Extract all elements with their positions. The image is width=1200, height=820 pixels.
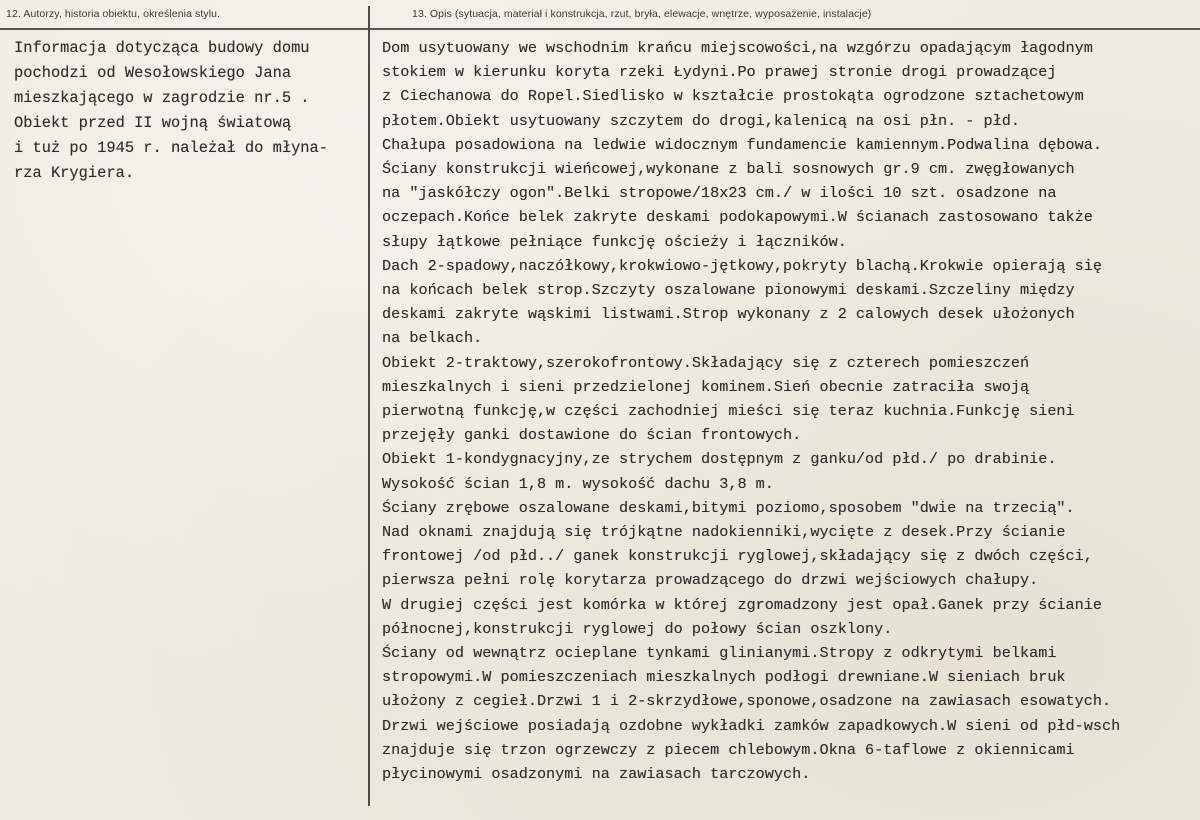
description-line: na końcach belek strop.Szczyty oszalowane pionowymi deskami.Szczeliny między (382, 281, 1075, 300)
description-line: Wysokość ścian 1,8 m. wysokość dachu 3,8 m. (382, 474, 774, 493)
description-line: północnej,konstrukcji ryglowej do połowy ścian oszklony. (382, 619, 893, 638)
description-line: Dom usytuowany we wschodnim krańcu miejscowości,na wzgórzu opadającym łagodnym (382, 39, 1093, 57)
history-line: Informacja dotycząca budowy domu (14, 39, 310, 57)
description-line: ułożony z cegieł.Drzwi 1 i 2-skrzydłowe,sponowe,osadzone na zawiasach esowatych. (382, 692, 1112, 711)
description-line: Nad oknami znajdują się trójkątne nadokienniki,wycięte z desek.Przy ścianie (382, 523, 1066, 542)
description-line: znajduje się trzon ogrzewczy z piecem chlebowym.Okna 6-taflowe z okiennicami (382, 740, 1075, 759)
description-line: oczepach.Końce belek zakryte deskami podokapowymi.W ścianach zastosowano także (382, 208, 1093, 227)
description-line: Ściany zrębowe oszalowane deskami,bitymi poziomo,sposobem "dwie na trzecią". (382, 498, 1075, 517)
description-line: Chałupa posadowiona na ledwie widocznym fundamencie kamiennym.Podwalina dębowa. (382, 135, 1103, 154)
description-line: na belkach. (382, 329, 483, 348)
description-line: Ściany konstrukcji wieńcowej,wykonane z bali sosnowych gr.9 cm. zwęgłowanych (382, 160, 1075, 179)
section-12-header: 12. Autorzy, historia obiektu, określenia stylu. (6, 8, 221, 20)
description-line: pierwsza pełni rolę korytarza prowadzącego do drzwi wejściowych chałupy. (382, 571, 1039, 590)
history-line: rza Krygiera. (14, 164, 135, 182)
description-line: płotem.Obiekt usytuowany szczytem do drogi,kalenicą na osi płn. - płd. (382, 111, 1020, 130)
description-line: mieszkalnych i sieni przedzielonej kominem.Sień obecnie zatraciła swoją (382, 377, 1030, 396)
description-line: Drzwi wejściowe posiadają ozdobne wykładki zamków zapadkowych.W sieni od płd-wsch (382, 716, 1121, 735)
description-line: W drugiej części jest komórka w której zgromadzony jest opał.Ganek przy ścianie (382, 595, 1103, 614)
description-line: stokiem w kierunku koryta rzeki Łydyni.Po prawej stronie drogi prowadzącej (382, 63, 1057, 82)
history-text-column (14, 36, 364, 186)
description-line: Obiekt 1-kondygnacyjny,ze strychem dostępnym z ganku/od płd./ po drabinie. (382, 450, 1057, 469)
section-13-header: 13. Opis (sytuacja, materiał i konstrukcja, rzut, bryła, elewacje, wnętrze, wyposażenie, instalacje) (412, 8, 872, 20)
description-line: płycinowymi osadzonymi na zawiasach tarczowych. (382, 765, 811, 784)
description-line: Ściany od wewnątrz ocieplane tynkami glinianymi.Stropy z odkrytymi belkami (382, 644, 1057, 663)
column-divider (368, 6, 370, 806)
description-text-column (382, 36, 1197, 786)
history-line: pochodzi od Wesołowskiego Jana (14, 64, 292, 82)
description-line: pierwotną funkcję,w części zachodniej mieści się teraz kuchnia.Funkcję sieni (382, 402, 1075, 421)
description-line: deskami zakryte wąskimi listwami.Strop wykonany z 2 calowych desek ułożonych (382, 305, 1075, 324)
description-line: na "jaskółczy ogon".Belki stropowe/18x23 cm./ w ilości 10 szt. osadzone na (382, 184, 1057, 203)
description-line: z Ciechanowa do Ropel.Siedlisko w kształcie prostokąta ogrodzone sztachetowym (382, 87, 1084, 106)
description-line: Obiekt 2-traktowy,szerokofrontowy.Składający się z czterech pomieszczeń (382, 353, 1030, 372)
description-line: słupy łątkowe pełniące funkcję ościeży i łączników. (382, 232, 847, 251)
description-line: Dach 2-spadowy,naczółkowy,krokwiowo-jętkowy,pokryty blachą.Krokwie opierają się (382, 256, 1103, 275)
description-line: przejęły ganki dostawione do ścian frontowych. (382, 426, 802, 445)
description-line: frontowej /od płd../ ganek konstrukcji ryglowej,składający się z dwóch części, (382, 547, 1093, 566)
history-line: mieszkającego w zagrodzie nr.5 . (14, 89, 310, 107)
description-line: stropowymi.W pomieszczeniach mieszkalnych podłogi drewniane.W sieniach bruk (382, 668, 1066, 687)
history-line: Obiekt przed II wojną światową (14, 114, 292, 132)
history-line: i tuż po 1945 r. należał do młyna- (14, 139, 329, 157)
header-rule (0, 28, 1200, 30)
